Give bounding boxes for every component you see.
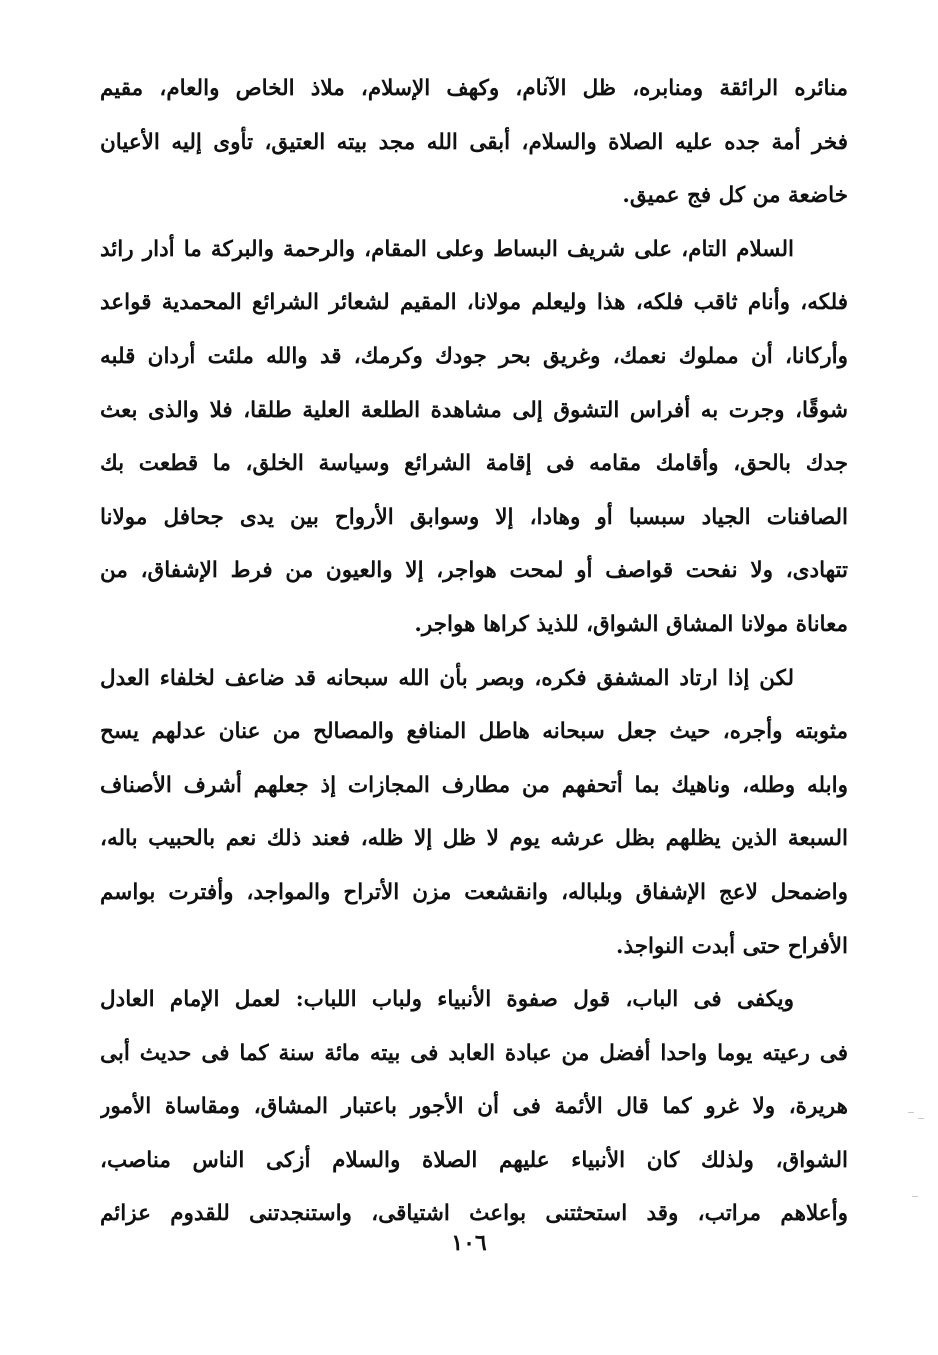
text-line: ويكفى فى الباب، قول صفوة الأنبياء ولباب اللباب: لعمل الإمام العادل: [100, 987, 794, 1013]
body-text: [100, 62, 848, 1241]
text-line: وابله وطله، وناهيك بما أتحفهم من مطارف المجازات إذ جعلهم أشرف الأصناف: [100, 772, 848, 798]
text-line: لكن إذا ارتاد المشفق فكره، وبصر بأن الله سبحانه قد ضاعف لخلفاء العدل: [100, 665, 794, 691]
paragraph-3: [100, 652, 848, 974]
text-line: الشواق، ولذلك كان الأنبياء عليهم الصلاة والسلام أزكى الناس مناصب،: [100, 1147, 848, 1173]
paragraph-1: [100, 62, 848, 223]
text-line: جدك بالحق، وأقامك مقامه فى إقامة الشرائع وسياسة الخلق، ما قطعت بك: [100, 451, 848, 477]
scan-speck: [918, 1118, 924, 1119]
text-line: خاضعة من كل فج عميق.: [622, 183, 848, 209]
text-line: وأركانا، أن مملوك نعمك، وغريق بحر جودك وكرمك، قد والله ملئت أردان قلبه: [100, 343, 848, 369]
text-line: هريرة، ولا غرو كما قال الأئمة فى أن الأجور باعتبار المشاق، ومقاساة الأمور: [100, 1094, 848, 1120]
text-line: السلام التام، على شريف البساط وعلى المقام، والرحمة والبركة ما أدار رائد: [100, 236, 794, 262]
paragraph-2: [100, 223, 848, 652]
text-line: شوقًا، وجرت به أفراس التشوق إلى مشاهدة الطلعة العلية طلقا، فلا والذى بعث: [100, 397, 848, 423]
text-line: فى رعيته يوما واحدا أفضل من عبادة العابد فى بيته مائة سنة كما فى حديث أبى: [100, 1040, 848, 1066]
text-line: مثوبته وأجره، حيث جعل سبحانه هاطل المنافع والمصالح من عنان عدلهم يسح: [100, 719, 848, 745]
text-line: منائره الرائقة ومنابره، ظل الآنام، وكهف الإسلام، ملاذ الخاص والعام، مقيم: [100, 76, 848, 101]
paragraph-4: [100, 973, 848, 1241]
text-line: تتهادى، ولا نفحت قواصف أو لمحت هواجر، إلا والعيون من فرط الإشفاق، من: [100, 558, 848, 584]
text-line: وأعلاهم مراتب، وقد استحثتنى بواعث اشتياقى، واستنجدتنى للقدوم عزائم: [100, 1201, 848, 1227]
text-line: السبعة الذين يظلهم بظل عرشه يوم لا ظل إلا ظله، فعند ذلك نعم بالحبيب باله،: [100, 826, 848, 852]
scan-speck: [908, 1112, 914, 1113]
text-line: واضمحل لاعج الإشفاق وبلباله، وانقشعت مزن الأتراح والمواجد، وأفترت بواسم: [100, 879, 848, 905]
text-line: فلكه، وأنام ثاقب فلكه، هذا وليعلم مولانا، المقيم لشعائر الشرائع المحمدية قواعد: [100, 290, 848, 316]
text-line: فخر أمة جده عليه الصلاة والسلام، أبقى الله مجد بيته العتيق، تأوى إليه الأعيان: [100, 129, 848, 155]
scan-speck: [912, 1196, 918, 1197]
page-number: ١٠٦: [451, 1230, 487, 1256]
text-line: معاناة مولانا المشاق الشواق، للذيذ كراها هواجر.: [414, 611, 848, 637]
text-line: الصافنات الجياد سبسبا أو وهادا، إلا وسوابق الأرواح بين يدى جحافل مولانا: [100, 504, 848, 530]
text-line: الأفراح حتى أبدت النواجذ.: [615, 933, 848, 959]
